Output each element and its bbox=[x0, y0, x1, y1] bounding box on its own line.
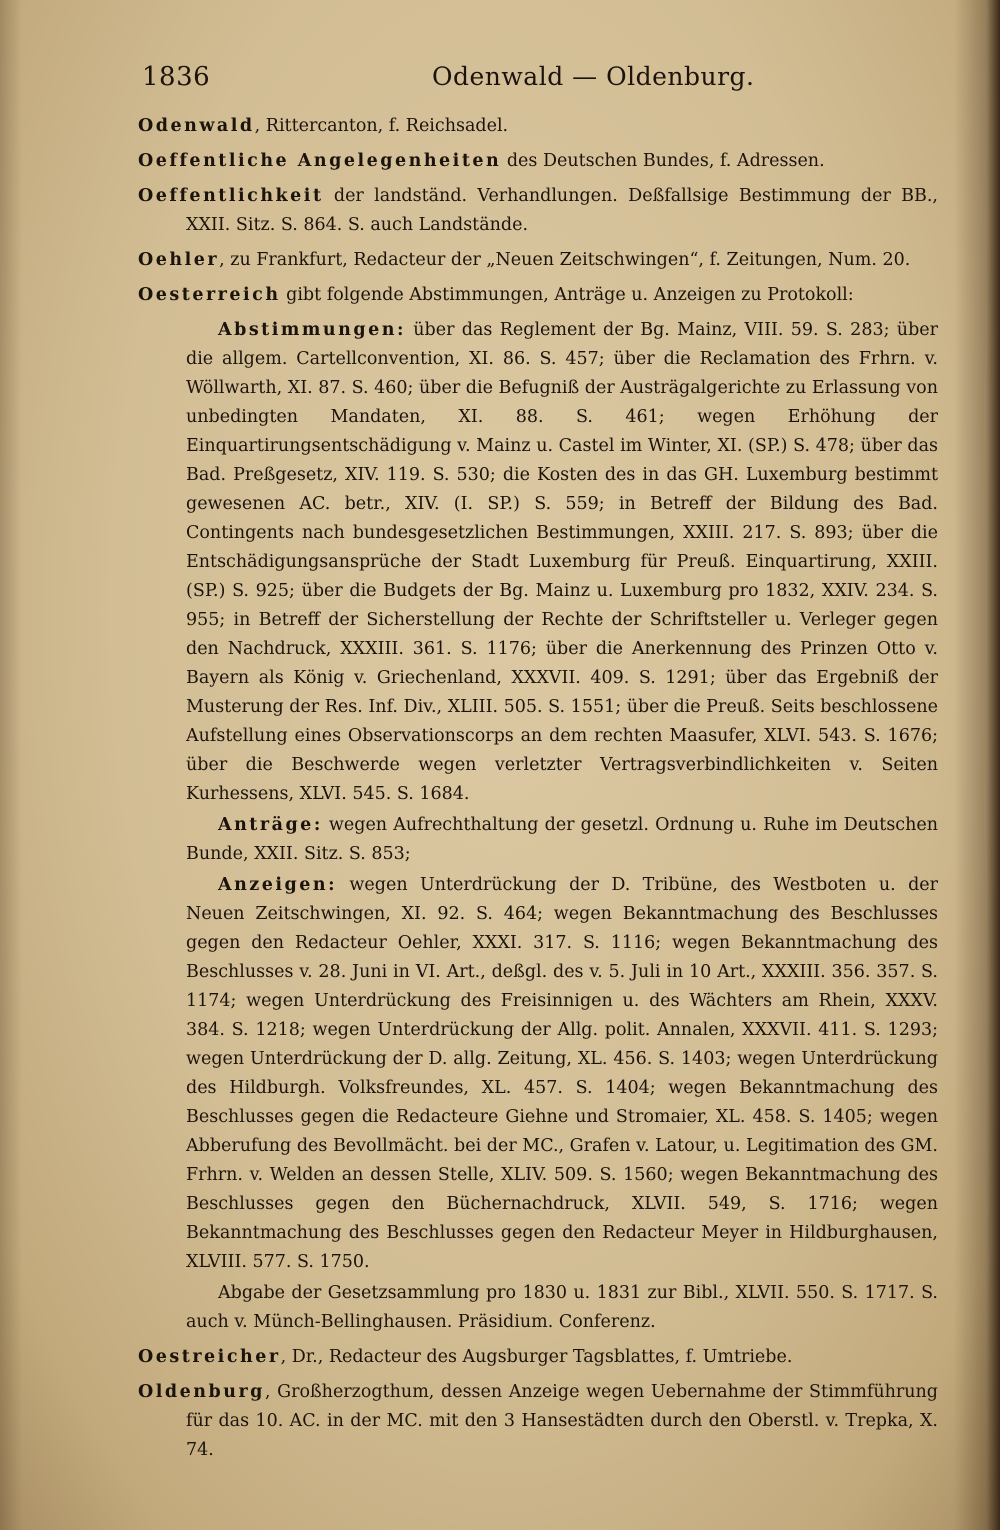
entry-head: Oeffentliche Angelegenheiten bbox=[138, 151, 502, 171]
running-head: Odenwald — Oldenburg. bbox=[432, 62, 755, 91]
entry-text: , Großherzogthum, dessen Anzeige wegen Uebernahme der Stimmführung für das 10. AC. in der MC. mit den 3 Hansestädten durch den Oberstl. v. Trepka, X. 74. bbox=[186, 1382, 938, 1460]
page-header bbox=[142, 62, 942, 102]
entry-head: Oldenburg bbox=[138, 1382, 265, 1402]
section-text: Abgabe der Gesetzsammlung pro 1830 u. 1831 zur Bibl., XLVII. 550. S. 1717. S. auch v. Münch-Bellinghausen. Präsidium. Conferenz. bbox=[186, 1283, 938, 1332]
section-label: Abstimmungen: bbox=[218, 320, 406, 340]
entry-head: Oesterreich bbox=[138, 285, 281, 305]
section-abgabe bbox=[138, 1279, 938, 1337]
page-shadow-left bbox=[0, 0, 22, 1530]
section-label: Anträge: bbox=[218, 815, 323, 835]
entry-text: der landständ. Verhandlungen. Deßfallsige Bestimmung der BB., XXII. Sitz. S. 864. S. auch Landstände. bbox=[186, 186, 938, 235]
entry-head: Oestreicher bbox=[138, 1347, 281, 1367]
page-shadow-right bbox=[954, 0, 1000, 1530]
entry-oehler bbox=[138, 246, 938, 275]
page-number: 1836 bbox=[142, 62, 211, 92]
entry-text: gibt folgende Abstimmungen, Anträge u. Anzeigen zu Protokoll: bbox=[280, 285, 854, 305]
entry-oesterreich bbox=[138, 281, 938, 310]
entry-oeffentlichkeit bbox=[138, 182, 938, 240]
entry-text: , Dr., Redacteur des Augsburger Tagsblattes, f. Umtriebe. bbox=[280, 1347, 793, 1367]
entry-oldenburg bbox=[138, 1378, 938, 1465]
entry-text: des Deutschen Bundes, f. Adressen. bbox=[501, 151, 825, 171]
section-anzeigen bbox=[138, 871, 938, 1277]
entry-oeffentliche-angelegenheiten bbox=[138, 147, 938, 176]
entry-head: Oehler bbox=[138, 250, 220, 270]
entry-head: Odenwald bbox=[138, 116, 255, 136]
section-label: Anzeigen: bbox=[218, 875, 338, 895]
entry-odenwald bbox=[138, 112, 938, 141]
index-content bbox=[138, 112, 938, 1471]
entry-oestreicher bbox=[138, 1343, 938, 1372]
section-text: über das Reglement der Bg. Mainz, VIII. 59. S. 283; über die allgem. Cartellconvention, XI. 86. S. 457; über die Reclamation des Frhrn. v. Wöllwarth, XI. 87. S. 460; über die Befugniß der Austrägalgerichte zu Erlassung von unbedingten Mandaten, XI. 88. S. 461; wegen Erhöhung der Einquartirungsentschädigung v. Mainz u. Castel im Winter, XI. (SP.) S. 478; über das Bad. Preßgesetz, XIV. 119. S. 530; die Kosten des in das GH. Luxemburg bestimmt gewesenen AC. betr., XIV. (I. SP.) S. 559; in Betreff der Bildung des Bad. Contingents nach bundesgesetzlichen Bestimmungen, XXIII. 217. S. 893; über die Entschädigungsansprüche der Stadt Luxemburg für Preuß. Einquartirung, XXIII. (SP.) S. 925; über die Budgets der Bg. Mainz u. Luxemburg pro 1832, XXIV. 234. S. 955; in Betreff der Sicherstellung der Rechte der Schriftsteller u. Verleger gegen den Nachdruck, XXXIII. 361. S. 1176; über die Anerkennung des Prinzen Otto v. Bayern als König v. Griechenland, XXXVII. 409. S. 1291; über das Ergebniß der Musterung der Res. Inf. Div., XLIII. 505. S. 1551; über die Preuß. Seits beschlossene Aufstellung eines Observationscorps an dem rechten Maasufer, XLVI. 543. S. 1676; über die Beschwerde wegen verletzter Vertragsverbindlichkeiten v. Seiten Kurhessens, XLVI. 545. S. 1684. bbox=[186, 320, 938, 804]
section-text: wegen Aufrechthaltung der gesetzl. Ordnung u. Ruhe im Deutschen Bunde, XXII. Sitz. S. 853; bbox=[186, 815, 938, 864]
section-antraege bbox=[138, 811, 938, 869]
section-text: wegen Unterdrückung der D. Tribüne, des Westboten u. der Neuen Zeitschwingen, XI. 92. S. 464; wegen Bekanntmachung des Beschlusses gegen den Redacteur Oehler, XXXI. 317. S. 1116; wegen Bekanntmachung des Beschlusses v. 28. Juni in VI. Art., deßgl. des v. 5. Juli in 10 Art., XXXIII. 356. 357. S. 1174; wegen Unterdrückung des Freisinnigen u. des Wächters am Rhein, XXXV. 384. S. 1218; wegen Unterdrückung der Allg. polit. Annalen, XXXVII. 411. S. 1293; wegen Unterdrückung der D. allg. Zeitung, XL. 456. S. 1403; wegen Unterdrückung des Hildburgh. Volksfreundes, XL. 457. S. 1404; wegen Bekanntmachung des Beschlusses gegen die Redacteure Giehne und Stromaier, XL. 458. S. 1405; wegen Abberufung des Bevollmächt. bei der MC., Grafen v. Latour, u. Legitimation des GM. Frhrn. v. Welden an dessen Stelle, XLIV. 509. S. 1560; wegen Bekanntmachung des Beschlusses gegen den Büchernachdruck, XLVII. 549, S. 1716; wegen Bekanntmachung des Beschlusses gegen den Redacteur Meyer in Hildburghausen, XLVIII. 577. S. 1750. bbox=[186, 875, 938, 1272]
entry-head: Oeffentlichkeit bbox=[138, 186, 324, 206]
section-abstimmungen bbox=[138, 316, 938, 809]
entry-text: , zu Frankfurt, Redacteur der „Neuen Zeitschwingen“, f. Zeitungen, Num. 20. bbox=[219, 250, 911, 270]
entry-text: , Rittercanton, f. Reichsadel. bbox=[254, 116, 509, 136]
